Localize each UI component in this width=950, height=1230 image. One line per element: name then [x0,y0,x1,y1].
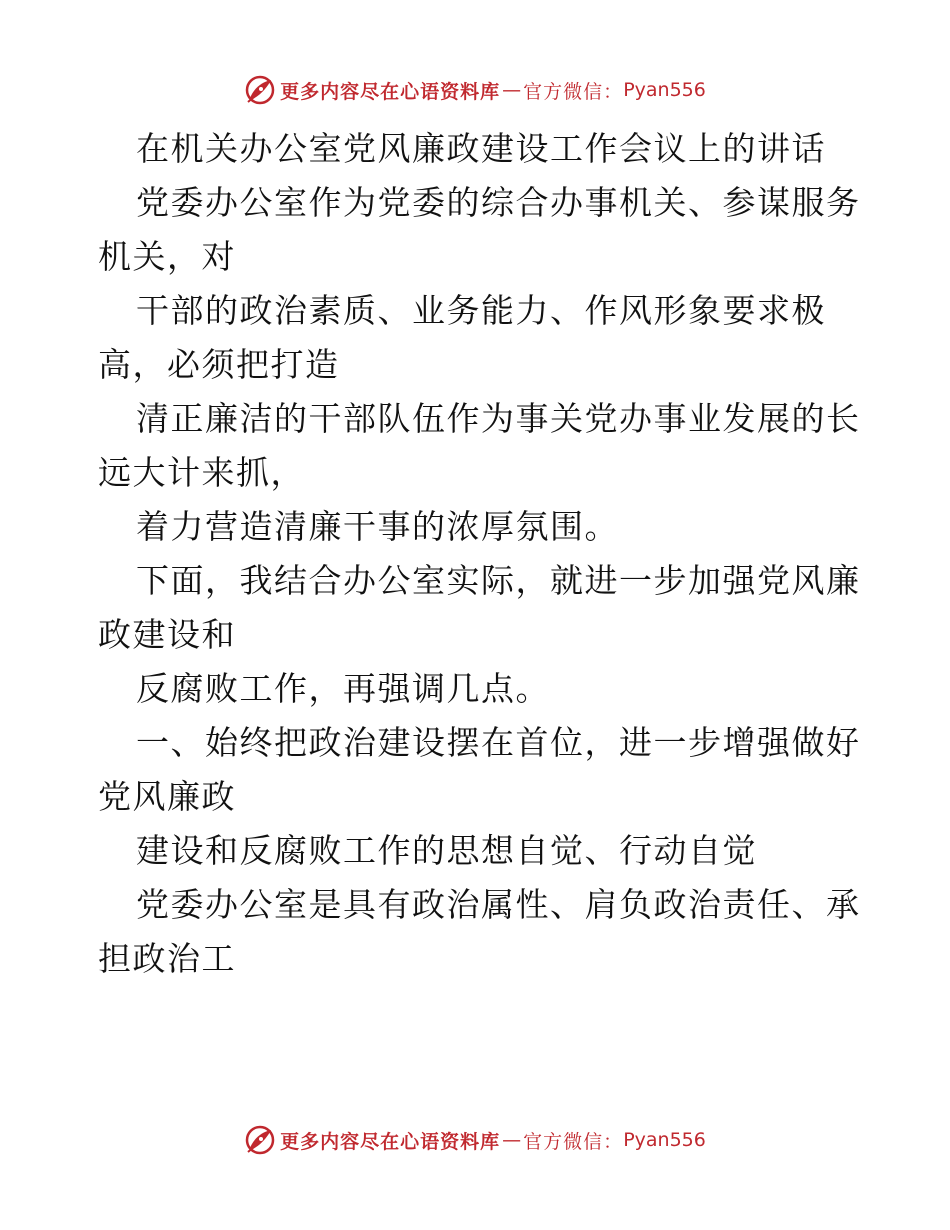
document-body [98,122,861,986]
banner-brand-text: 更多内容尽在心语资料库 [280,1130,501,1153]
pen-nib-logo-icon [244,1124,276,1156]
banner-wechat-label: 官方微信： [523,1130,624,1153]
banner-dash: — [502,1129,522,1151]
paragraph-line: 党委办公室作为党委的综合办事机关、参谋服务 [136,183,861,222]
banner-wechat-id: Pyan556 [623,79,706,101]
paragraph-line: 干部的政治素质、业务能力、作风形象要求极 [136,291,826,330]
paragraph-line: 下面，我结合办公室实际，就进一步加强党风廉 [136,561,861,600]
header-banner [0,70,950,110]
paragraph-line: 高，必须把打造 [98,345,340,384]
paragraph-line: 党委办公室是具有政治属性、肩负政治责任、承 [136,885,861,924]
paragraph-line: 政建设和 [98,615,236,654]
banner-dash: — [502,79,522,101]
paragraph-line: 反腐败工作，再强调几点。 [136,669,550,708]
pen-nib-logo-icon [244,74,276,106]
banner-wechat-id: Pyan556 [623,1129,706,1151]
paragraph-line: 机关，对 [98,237,236,276]
section-heading-line: 党风廉政 [98,777,236,816]
banner-wechat-label: 官方微信： [523,80,624,103]
paragraph-line: 远大计来抓， [98,453,305,492]
banner-brand-text: 更多内容尽在心语资料库 [280,80,501,103]
footer-banner [0,1120,950,1160]
paragraph-line: 着力营造清廉干事的浓厚氛围。 [136,507,619,546]
document-title: 在机关办公室党风廉政建设工作会议上的讲话 [136,129,826,168]
paragraph-line: 担政治工 [98,939,236,978]
section-heading-line: 一、始终把政治建设摆在首位，进一步增强做好 [136,723,861,762]
section-heading-line: 建设和反腐败工作的思想自觉、行动自觉 [136,831,757,870]
paragraph-line: 清正廉洁的干部队伍作为事关党办事业发展的长 [136,399,861,438]
